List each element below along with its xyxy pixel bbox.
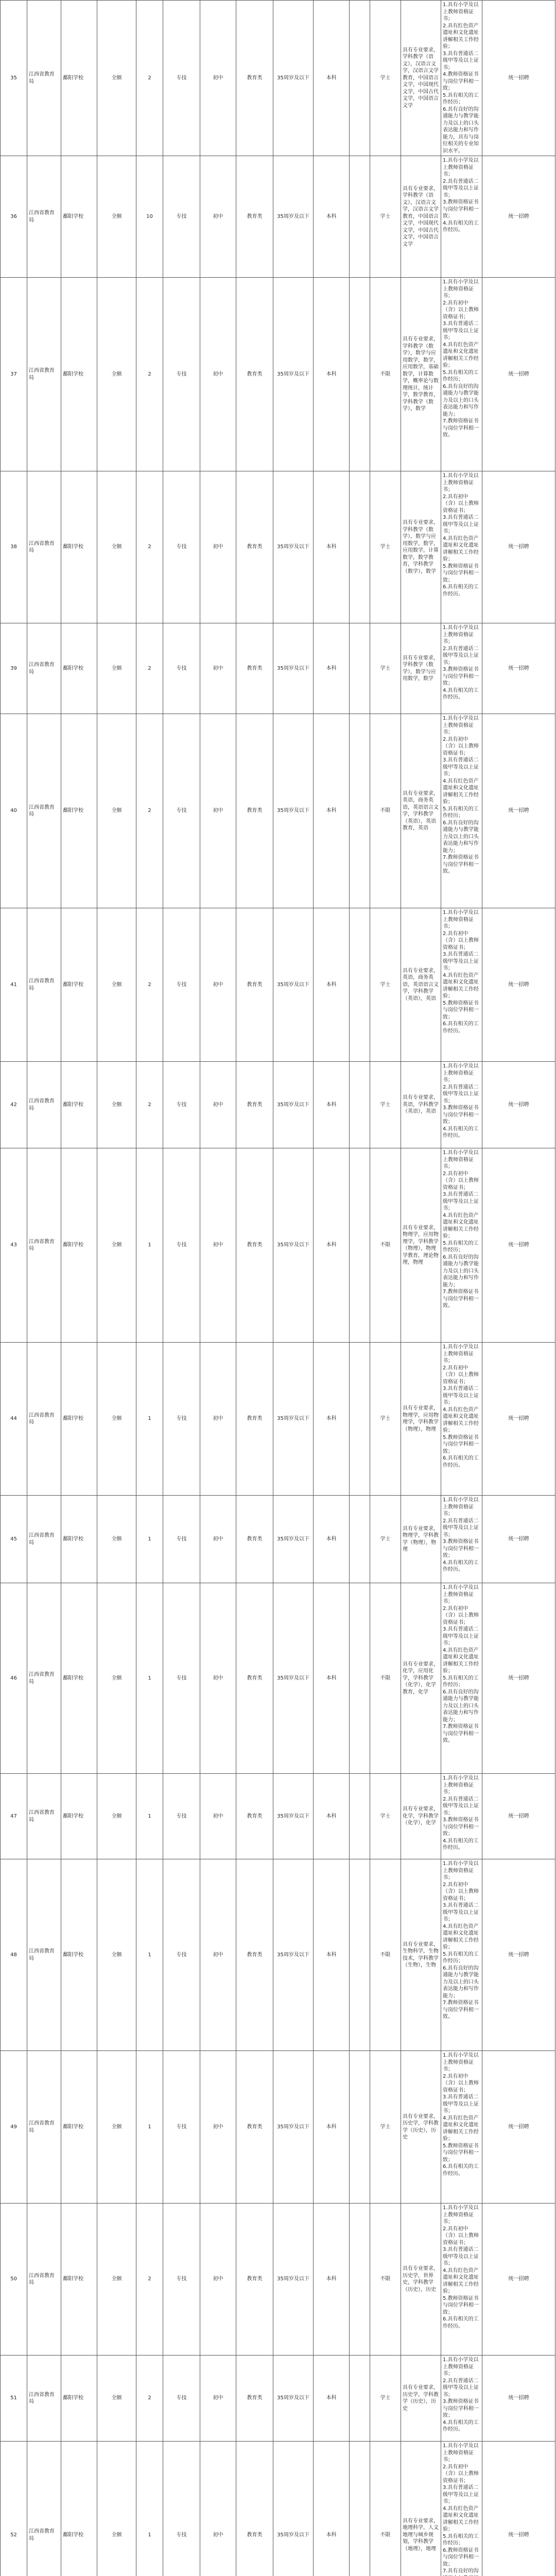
degree-cell: 学士 bbox=[370, 471, 401, 623]
major-requirement-cell: 具有专业要求，英语，商务英语，英语语言文学，学科教学（英语），英语 bbox=[401, 908, 441, 1062]
post-level-cell: 初中 bbox=[200, 714, 236, 908]
remark-cell: 统一招聘 bbox=[482, 1148, 555, 1343]
post-level-cell: 初中 bbox=[200, 2442, 236, 2576]
department-cell: 江西省教育局 bbox=[27, 1062, 61, 1148]
major-requirement-cell: 具有专业要求，历史学，学科教学（历史），历史 bbox=[401, 2051, 441, 2204]
headcount-cell: 2 bbox=[136, 908, 163, 1062]
education-cell: 本科 bbox=[314, 471, 350, 623]
school-cell: 鄱阳学校 bbox=[61, 1148, 97, 1343]
age-requirement-cell: 35周岁及以下 bbox=[273, 1062, 314, 1148]
degree-cell: 不限 bbox=[370, 278, 401, 471]
degree-cell: 不限 bbox=[370, 1148, 401, 1343]
department-cell: 江西省教育局 bbox=[27, 1496, 61, 1583]
age-requirement-cell: 35周岁及以下 bbox=[273, 278, 314, 471]
degree-cell: 不限 bbox=[370, 1583, 401, 1774]
category-cell: 教育类 bbox=[236, 1343, 273, 1496]
table-row bbox=[1, 471, 555, 623]
table-row bbox=[1, 714, 555, 908]
category-cell: 教育类 bbox=[236, 1062, 273, 1148]
school-cell: 鄱阳学校 bbox=[61, 1496, 97, 1583]
other-requirement-cell: 1.具有小学及以上教师资格证书； 2.具有初中（含）以上教师资格证书； 3.具有普通话二级甲等及以上证书； 4.具有红色资产遗址和文化遗址讲解相关工作经验； 5.教师资格证书与岗位学科相一致； 6.具有相关的工作经历。 bbox=[441, 908, 482, 1062]
row-number-cell: 52 bbox=[1, 2442, 27, 2576]
other-requirement-cell: 1.具有小学及以上教师资格证书； 2.具有初中（含）以上教师资格证书； 3.具有普通话二级甲等及以上证书； 4.具有红色资产遗址和文化遗址讲解相关工作经验； 5.具有相关的工作经历； 6.具有良好的沟通能力与教学能力及以上的口头表达能力和写作能力； 7.教师资格证书与岗位学科相一致。 bbox=[441, 714, 482, 908]
row-number-cell: 40 bbox=[1, 714, 27, 908]
funding-type-cell: 全额 bbox=[97, 156, 136, 278]
education-cell: 本科 bbox=[314, 1496, 350, 1583]
post-level-cell: 初中 bbox=[200, 1062, 236, 1148]
category-cell: 教育类 bbox=[236, 1148, 273, 1343]
remark-cell: 统一招聘 bbox=[482, 1859, 555, 2051]
category-cell: 教育类 bbox=[236, 714, 273, 908]
other-requirement-cell: 1.具有小学及以上教师资格证书； 2.具有初中（含）以上教师资格证书； 3.具有普通话二级甲等及以上证书； 4.具有红色资产遗址和文化遗址讲解相关工作经验； 5.教师资格证书与岗位学科相一致； 6.具有相关的工作经历。 bbox=[441, 1343, 482, 1496]
department-cell: 江西省教育局 bbox=[27, 2442, 61, 2576]
age-requirement-cell: 35周岁及以下 bbox=[273, 1496, 314, 1583]
spacer-cell bbox=[350, 623, 370, 714]
headcount-cell: 1 bbox=[136, 1343, 163, 1496]
remark-cell: 统一招聘 bbox=[482, 278, 555, 471]
other-requirement-cell: 1.具有小学及以上教师资格证书； 2.具有初中（含）以上教师资格证书； 3.具有普通话二级甲等及以上证书； 4.具有红色资产遗址和文化遗址讲解相关工作经验； 5.具有相关的工作经历； 6.具有良好的沟通能力与教学能力及以上的口头表达能力和写作能力； 7.教师资格证书与岗位学科相一致。 bbox=[441, 1148, 482, 1343]
post-type-cell: 专技 bbox=[163, 156, 200, 278]
spacer-cell bbox=[350, 1583, 370, 1774]
other-requirement-cell: 1.具有小学及以上教师资格证书； 2.具有初中（含）以上教师资格证书； 3.具有普通话二级甲等及以上证书； 4.具有红色资产遗址和文化遗址讲解相关工作经验； 5.教师资格证书与岗位学科相一致； 6.具有相关的工作经历。 bbox=[441, 471, 482, 623]
spacer-cell bbox=[350, 714, 370, 908]
funding-type-cell: 全额 bbox=[97, 714, 136, 908]
headcount-cell: 2 bbox=[136, 471, 163, 623]
other-requirement-cell: 1.具有小学及以上教师资格证书； 2.具有初中（含）以上教师资格证书； 3.具有普通话二级甲等及以上证书； 4.具有红色资产遗址和文化遗址讲解相关工作经验； 5.教师资格证书与岗位学科相一致； 6.具有相关的工作经历。 bbox=[441, 2204, 482, 2355]
spacer-cell bbox=[350, 2204, 370, 2355]
headcount-cell: 1 bbox=[136, 1859, 163, 2051]
age-requirement-cell: 35周岁及以下 bbox=[273, 1583, 314, 1774]
school-cell: 鄱阳学校 bbox=[61, 1343, 97, 1496]
headcount-cell: 2 bbox=[136, 2355, 163, 2442]
table-row bbox=[1, 908, 555, 1062]
post-level-cell: 初中 bbox=[200, 1496, 236, 1583]
headcount-cell: 2 bbox=[136, 1, 163, 156]
department-cell: 江西省教育局 bbox=[27, 1148, 61, 1343]
post-level-cell: 初中 bbox=[200, 1859, 236, 2051]
table-row bbox=[1, 623, 555, 714]
category-cell: 教育类 bbox=[236, 156, 273, 278]
spacer-cell bbox=[350, 2355, 370, 2442]
school-cell: 鄱阳学校 bbox=[61, 623, 97, 714]
post-level-cell: 初中 bbox=[200, 623, 236, 714]
headcount-cell: 1 bbox=[136, 1583, 163, 1774]
row-number-cell: 47 bbox=[1, 1774, 27, 1859]
remark-cell: 统一招聘 bbox=[482, 1496, 555, 1583]
post-level-cell: 初中 bbox=[200, 2355, 236, 2442]
other-requirement-cell: 1.具有小学及以上教师资格证书； 2.具有普通话二级甲等及以上证书； 3.教师资格证书与岗位学科相一致； 4.具有相关的工作经历。 bbox=[441, 156, 482, 278]
funding-type-cell: 全额 bbox=[97, 2442, 136, 2576]
age-requirement-cell: 35周岁及以下 bbox=[273, 2204, 314, 2355]
post-type-cell: 专技 bbox=[163, 1343, 200, 1496]
department-cell: 江西省教育局 bbox=[27, 471, 61, 623]
category-cell: 教育类 bbox=[236, 2355, 273, 2442]
post-level-cell: 初中 bbox=[200, 1343, 236, 1496]
row-number-cell: 43 bbox=[1, 1148, 27, 1343]
department-cell: 江西省教育局 bbox=[27, 278, 61, 471]
major-requirement-cell: 具有专业要求，化学，应用化学，学科教学（化学），化学教育，化学 bbox=[401, 1583, 441, 1774]
education-cell: 本科 bbox=[314, 2355, 350, 2442]
table-row bbox=[1, 2204, 555, 2355]
headcount-cell: 2 bbox=[136, 2204, 163, 2355]
other-requirement-cell: 1.具有小学及以上教师资格证书； 2.具有普通话二级甲等及以上证书； 3.教师资格证书与岗位学科相一致； 4.具有相关的工作经历。 bbox=[441, 623, 482, 714]
school-cell: 鄱阳学校 bbox=[61, 2355, 97, 2442]
remark-cell: 统一招聘 bbox=[482, 1062, 555, 1148]
education-cell: 本科 bbox=[314, 156, 350, 278]
major-requirement-cell: 具有专业要求，学科教学（数学），数学与应用数学，数学 bbox=[401, 623, 441, 714]
degree-cell: 学士 bbox=[370, 908, 401, 1062]
major-requirement-cell: 具有专业要求，英语，学科教学（英语），英语 bbox=[401, 1062, 441, 1148]
post-type-cell: 专技 bbox=[163, 1583, 200, 1774]
funding-type-cell: 全额 bbox=[97, 2355, 136, 2442]
department-cell: 江西省教育局 bbox=[27, 714, 61, 908]
category-cell: 教育类 bbox=[236, 1583, 273, 1774]
spacer-cell bbox=[350, 1343, 370, 1496]
post-type-cell: 专技 bbox=[163, 2355, 200, 2442]
education-cell: 本科 bbox=[314, 1062, 350, 1148]
headcount-cell: 2 bbox=[136, 278, 163, 471]
age-requirement-cell: 35周岁及以下 bbox=[273, 156, 314, 278]
spacer-cell bbox=[350, 278, 370, 471]
row-number-cell: 51 bbox=[1, 2355, 27, 2442]
degree-cell: 学士 bbox=[370, 1774, 401, 1859]
headcount-cell: 1 bbox=[136, 1148, 163, 1343]
funding-type-cell: 全额 bbox=[97, 623, 136, 714]
post-level-cell: 初中 bbox=[200, 1, 236, 156]
spacer-cell bbox=[350, 2051, 370, 2204]
post-type-cell: 专技 bbox=[163, 2051, 200, 2204]
spacer-cell bbox=[350, 471, 370, 623]
remark-cell: 统一招聘 bbox=[482, 908, 555, 1062]
department-cell: 江西省教育局 bbox=[27, 1583, 61, 1774]
table-body bbox=[1, 1, 555, 2576]
age-requirement-cell: 35周岁及以下 bbox=[273, 714, 314, 908]
major-requirement-cell: 具有专业要求，历史学，世界史，学科教学（历史），历史 bbox=[401, 2204, 441, 2355]
headcount-cell: 1 bbox=[136, 1496, 163, 1583]
education-cell: 本科 bbox=[314, 1343, 350, 1496]
table-row bbox=[1, 1583, 555, 1774]
funding-type-cell: 全额 bbox=[97, 1774, 136, 1859]
school-cell: 鄱阳学校 bbox=[61, 908, 97, 1062]
other-requirement-cell: 1.具有小学及以上教师资格证书； 2.具有普通话二级甲等及以上证书； 3.教师资格证书与岗位学科相一致； 4.具有相关的工作经历。 bbox=[441, 1496, 482, 1583]
funding-type-cell: 全额 bbox=[97, 1496, 136, 1583]
age-requirement-cell: 35周岁及以下 bbox=[273, 2355, 314, 2442]
post-type-cell: 专技 bbox=[163, 908, 200, 1062]
row-number-cell: 36 bbox=[1, 156, 27, 278]
education-cell: 本科 bbox=[314, 623, 350, 714]
education-cell: 本科 bbox=[314, 714, 350, 908]
remark-cell: 统一招聘 bbox=[482, 471, 555, 623]
other-requirement-cell: 1.具有小学及以上教师资格证书； 2.具有初中（含）以上教师资格证书； 3.具有普通话二级甲等及以上证书； 4.具有红色资产遗址和文化遗址讲解相关工作经验； 5.具有相关的工作经历； 6.教师资格证书与岗位学科相一致； 7.具有良好的沟 bbox=[441, 2442, 482, 2576]
table-row bbox=[1, 1859, 555, 2051]
education-cell: 本科 bbox=[314, 1583, 350, 1774]
major-requirement-cell: 具有专业要求，物理学，应用物理学，学科教学（物理），物理 bbox=[401, 1343, 441, 1496]
funding-type-cell: 全额 bbox=[97, 2204, 136, 2355]
age-requirement-cell: 35周岁及以下 bbox=[273, 2051, 314, 2204]
post-type-cell: 专技 bbox=[163, 278, 200, 471]
spacer-cell bbox=[350, 1, 370, 156]
remark-cell: 统一招聘 bbox=[482, 2442, 555, 2576]
education-cell: 本科 bbox=[314, 2204, 350, 2355]
school-cell: 鄱阳学校 bbox=[61, 2204, 97, 2355]
category-cell: 教育类 bbox=[236, 1859, 273, 2051]
post-type-cell: 专技 bbox=[163, 1062, 200, 1148]
post-type-cell: 专技 bbox=[163, 1859, 200, 2051]
funding-type-cell: 全额 bbox=[97, 1343, 136, 1496]
post-type-cell: 专技 bbox=[163, 1148, 200, 1343]
post-level-cell: 初中 bbox=[200, 1148, 236, 1343]
post-level-cell: 初中 bbox=[200, 471, 236, 623]
other-requirement-cell: 1.具有小学及以上教师资格证书； 2.具有普通话二级甲等及以上证书； 3.教师资格证书与岗位学科相一致； 4.具有相关的工作经历。 bbox=[441, 2355, 482, 2442]
remark-cell: 统一招聘 bbox=[482, 1583, 555, 1774]
degree-cell: 不限 bbox=[370, 1859, 401, 2051]
major-requirement-cell: 具有专业要求，物理学，学科教学（物理），物理 bbox=[401, 1496, 441, 1583]
post-type-cell: 专技 bbox=[163, 2204, 200, 2355]
school-cell: 鄱阳学校 bbox=[61, 471, 97, 623]
other-requirement-cell: 1.具有小学及以上教师资格证书； 2.具有初中（含）以上教师资格证书； 3.具有普通话二级甲等及以上证书； 4.具有红色资产遗址和文化遗址讲解相关工作经验； 5.教师资格证书与岗位学科相一致； 6.具有相关的工作经历。 bbox=[441, 2051, 482, 2204]
age-requirement-cell: 35周岁及以下 bbox=[273, 1343, 314, 1496]
degree-cell: 学士 bbox=[370, 1062, 401, 1148]
headcount-cell: 2 bbox=[136, 714, 163, 908]
table-row bbox=[1, 2051, 555, 2204]
major-requirement-cell: 具有专业要求，学科教学（数学），数学与应用数学，数学，应用数学，计算数学，数学教育，学科教学（数学），数学 bbox=[401, 471, 441, 623]
post-level-cell: 初中 bbox=[200, 1774, 236, 1859]
other-requirement-cell: 1.具有小学及以上教师资格证书； 2.具有初中（含）以上教师资格证书； 3.具有普通话二级甲等及以上证书； 4.具有红色资产遗址和文化遗址讲解相关工作经验； 5.具有相关的工作经历； 6.具有良好的沟通能力与教学能力及以上的口头表达能力和写作能力； 7.教师资格证书与岗位学科相一致。 bbox=[441, 1583, 482, 1774]
row-number-cell: 35 bbox=[1, 1, 27, 156]
major-requirement-cell: 具有专业要求，地理科学，人文地理与城乡规划，学科教学（地理），地理 bbox=[401, 2442, 441, 2576]
post-level-cell: 初中 bbox=[200, 2204, 236, 2355]
school-cell: 鄱阳学校 bbox=[61, 714, 97, 908]
table-row bbox=[1, 2442, 555, 2576]
spacer-cell bbox=[350, 156, 370, 278]
row-number-cell: 45 bbox=[1, 1496, 27, 1583]
school-cell: 鄱阳学校 bbox=[61, 1774, 97, 1859]
major-requirement-cell: 具有专业要求，英语，商务英语，英语语言文学，学科教学（英语），英语教育，英语 bbox=[401, 714, 441, 908]
school-cell: 鄱阳学校 bbox=[61, 2051, 97, 2204]
table-row bbox=[1, 156, 555, 278]
post-level-cell: 初中 bbox=[200, 1583, 236, 1774]
post-level-cell: 初中 bbox=[200, 278, 236, 471]
department-cell: 江西省教育局 bbox=[27, 1, 61, 156]
post-type-cell: 专技 bbox=[163, 714, 200, 908]
remark-cell: 统一招聘 bbox=[482, 714, 555, 908]
major-requirement-cell: 具有专业要求，历史学，学科教学（历史），历史 bbox=[401, 2355, 441, 2442]
school-cell: 鄱阳学校 bbox=[61, 1062, 97, 1148]
major-requirement-cell: 具有专业要求，学科教学（语文），汉语言文学，汉语言文学教育，中国语言文学，中国现代文学，中国古代文学，中国语言文学 bbox=[401, 156, 441, 278]
age-requirement-cell: 35周岁及以下 bbox=[273, 1774, 314, 1859]
remark-cell: 统一招聘 bbox=[482, 2355, 555, 2442]
table-row bbox=[1, 1774, 555, 1859]
age-requirement-cell: 35周岁及以下 bbox=[273, 1148, 314, 1343]
table-row bbox=[1, 1343, 555, 1496]
post-type-cell: 专技 bbox=[163, 2442, 200, 2576]
post-level-cell: 初中 bbox=[200, 2051, 236, 2204]
remark-cell: 统一招聘 bbox=[482, 1, 555, 156]
category-cell: 教育类 bbox=[236, 1, 273, 156]
funding-type-cell: 全额 bbox=[97, 1148, 136, 1343]
department-cell: 江西省教育局 bbox=[27, 1774, 61, 1859]
post-type-cell: 专技 bbox=[163, 1496, 200, 1583]
category-cell: 教育类 bbox=[236, 908, 273, 1062]
post-type-cell: 专技 bbox=[163, 623, 200, 714]
funding-type-cell: 全额 bbox=[97, 471, 136, 623]
other-requirement-cell: 1.具有小学及以上教师资格证书； 2.具有初中（含）以上教师资格证书； 3.具有普通话二级甲等及以上证书； 4.具有红色资产遗址和文化遗址讲解相关工作经验； 5.具有相关的工作经历； 6.具有良好的沟通能力与教学能力及以上的口头表达能力和写作能力； 7.教师资格证书与岗位学科相一致。 bbox=[441, 1859, 482, 2051]
table-row bbox=[1, 1496, 555, 1583]
age-requirement-cell: 35周岁及以下 bbox=[273, 623, 314, 714]
age-requirement-cell: 35周岁及以下 bbox=[273, 1, 314, 156]
remark-cell: 统一招聘 bbox=[482, 156, 555, 278]
education-cell: 本科 bbox=[314, 2442, 350, 2576]
category-cell: 教育类 bbox=[236, 2051, 273, 2204]
department-cell: 江西省教育局 bbox=[27, 2051, 61, 2204]
degree-cell: 学士 bbox=[370, 1496, 401, 1583]
spacer-cell bbox=[350, 1062, 370, 1148]
department-cell: 江西省教育局 bbox=[27, 156, 61, 278]
school-cell: 鄱阳学校 bbox=[61, 1859, 97, 2051]
funding-type-cell: 全额 bbox=[97, 1859, 136, 2051]
remark-cell: 统一招聘 bbox=[482, 623, 555, 714]
table-row bbox=[1, 1148, 555, 1343]
other-requirement-cell: 1.具有小学及以上教师资格证书； 2.具有红色资产遗址和文化遗址讲解相关工作经验； 3.具有普通话二级甲等及以上证书； 4.教师资格证书与岗位学科相一致； 5.具有相关的工作经历； 6.具有良好的沟通能力与教学能力及以上的口头表达能力和写作能力，具有与岗位相关的专业知识水平。 bbox=[441, 1, 482, 156]
row-number-cell: 50 bbox=[1, 2204, 27, 2355]
major-requirement-cell: 具有专业要求，化学，学科教学（化学），化学 bbox=[401, 1774, 441, 1859]
degree-cell: 不限 bbox=[370, 2204, 401, 2355]
age-requirement-cell: 35周岁及以下 bbox=[273, 471, 314, 623]
table-row bbox=[1, 1062, 555, 1148]
age-requirement-cell: 35周岁及以下 bbox=[273, 1859, 314, 2051]
category-cell: 教育类 bbox=[236, 278, 273, 471]
degree-cell: 不限 bbox=[370, 714, 401, 908]
school-cell: 鄱阳学校 bbox=[61, 278, 97, 471]
headcount-cell: 10 bbox=[136, 156, 163, 278]
remark-cell: 统一招聘 bbox=[482, 2204, 555, 2355]
degree-cell: 学士 bbox=[370, 1343, 401, 1496]
row-number-cell: 48 bbox=[1, 1859, 27, 2051]
school-cell: 鄱阳学校 bbox=[61, 156, 97, 278]
major-requirement-cell: 具有专业要求，学科教学（语文），汉语言文学，汉语言文学教育，中国语言文学，中国现代文学，中国古代文学，中国语言文学 bbox=[401, 1, 441, 156]
degree-cell: 学士 bbox=[370, 156, 401, 278]
headcount-cell: 1 bbox=[136, 2051, 163, 2204]
education-cell: 本科 bbox=[314, 1148, 350, 1343]
funding-type-cell: 全额 bbox=[97, 1062, 136, 1148]
headcount-cell: 1 bbox=[136, 2442, 163, 2576]
post-level-cell: 初中 bbox=[200, 156, 236, 278]
degree-cell: 学士 bbox=[370, 623, 401, 714]
spacer-cell bbox=[350, 1148, 370, 1343]
category-cell: 教育类 bbox=[236, 2204, 273, 2355]
education-cell: 本科 bbox=[314, 278, 350, 471]
category-cell: 教育类 bbox=[236, 1774, 273, 1859]
row-number-cell: 49 bbox=[1, 2051, 27, 2204]
department-cell: 江西省教育局 bbox=[27, 908, 61, 1062]
school-cell: 鄱阳学校 bbox=[61, 1583, 97, 1774]
table-row bbox=[1, 278, 555, 471]
education-cell: 本科 bbox=[314, 908, 350, 1062]
headcount-cell: 1 bbox=[136, 1774, 163, 1859]
age-requirement-cell: 35周岁及以下 bbox=[273, 2442, 314, 2576]
spacer-cell bbox=[350, 2442, 370, 2576]
headcount-cell: 2 bbox=[136, 1062, 163, 1148]
education-cell: 本科 bbox=[314, 1, 350, 156]
degree-cell: 学士 bbox=[370, 1, 401, 156]
spacer-cell bbox=[350, 1774, 370, 1859]
category-cell: 教育类 bbox=[236, 2442, 273, 2576]
row-number-cell: 38 bbox=[1, 471, 27, 623]
degree-cell: 学士 bbox=[370, 2051, 401, 2204]
row-number-cell: 41 bbox=[1, 908, 27, 1062]
category-cell: 教育类 bbox=[236, 623, 273, 714]
category-cell: 教育类 bbox=[236, 1496, 273, 1583]
department-cell: 江西省教育局 bbox=[27, 1859, 61, 2051]
post-type-cell: 专技 bbox=[163, 471, 200, 623]
row-number-cell: 42 bbox=[1, 1062, 27, 1148]
education-cell: 本科 bbox=[314, 1859, 350, 2051]
spacer-cell bbox=[350, 1496, 370, 1583]
post-type-cell: 专技 bbox=[163, 1774, 200, 1859]
major-requirement-cell: 具有专业要求，学科教学（数学），数学与应用数学，数学，应用数学，基础数学，计算数学，概率论与数理统计，统计学，数学教育，学科教学（数学），数学 bbox=[401, 278, 441, 471]
row-number-cell: 44 bbox=[1, 1343, 27, 1496]
funding-type-cell: 全额 bbox=[97, 1, 136, 156]
funding-type-cell: 全额 bbox=[97, 1583, 136, 1774]
funding-type-cell: 全额 bbox=[97, 908, 136, 1062]
other-requirement-cell: 1.具有小学及以上教师资格证书； 2.具有初中（含）以上教师资格证书； 3.具有普通话二级甲等及以上证书； 4.具有红色资产遗址和文化遗址讲解相关工作经验； 5.具有相关的工作经历； 6.具有良好的沟通能力与教学能力及以上的口头表达能力和写作能力； 7.教师资格证书与岗位学科相一致。 bbox=[441, 278, 482, 471]
row-number-cell: 37 bbox=[1, 278, 27, 471]
headcount-cell: 2 bbox=[136, 623, 163, 714]
remark-cell: 统一招聘 bbox=[482, 1343, 555, 1496]
spacer-cell bbox=[350, 908, 370, 1062]
post-type-cell: 专技 bbox=[163, 1, 200, 156]
education-cell: 本科 bbox=[314, 1774, 350, 1859]
age-requirement-cell: 35周岁及以下 bbox=[273, 908, 314, 1062]
remark-cell: 统一招聘 bbox=[482, 2051, 555, 2204]
funding-type-cell: 全额 bbox=[97, 2051, 136, 2204]
degree-cell: 学士 bbox=[370, 2355, 401, 2442]
row-number-cell: 39 bbox=[1, 623, 27, 714]
row-number-cell: 46 bbox=[1, 1583, 27, 1774]
department-cell: 江西省教育局 bbox=[27, 2355, 61, 2442]
school-cell: 鄱阳学校 bbox=[61, 2442, 97, 2576]
table-row bbox=[1, 1, 555, 156]
table-row bbox=[1, 2355, 555, 2442]
school-cell: 鄱阳学校 bbox=[61, 1, 97, 156]
post-level-cell: 初中 bbox=[200, 908, 236, 1062]
major-requirement-cell: 具有专业要求，生物科学，生物技术，学科教学（生物），生物 bbox=[401, 1859, 441, 2051]
other-requirement-cell: 1.具有小学及以上教师资格证书； 2.具有普通话二级甲等及以上证书； 3.教师资格证书与岗位学科相一致； 4.具有相关的工作经历。 bbox=[441, 1062, 482, 1148]
funding-type-cell: 全额 bbox=[97, 278, 136, 471]
department-cell: 江西省教育局 bbox=[27, 1343, 61, 1496]
remark-cell: 统一招聘 bbox=[482, 1774, 555, 1859]
education-cell: 本科 bbox=[314, 2051, 350, 2204]
department-cell: 江西省教育局 bbox=[27, 623, 61, 714]
category-cell: 教育类 bbox=[236, 471, 273, 623]
major-requirement-cell: 具有专业要求，物理学，应用物理学，学科教学（物理），物理学教育，理论物理，物理 bbox=[401, 1148, 441, 1343]
degree-cell: 不限 bbox=[370, 2442, 401, 2576]
other-requirement-cell: 1.具有小学及以上教师资格证书； 2.具有普通话二级甲等及以上证书； 3.教师资格证书与岗位学科相一致； 4.具有相关的工作经历。 bbox=[441, 1774, 482, 1859]
department-cell: 江西省教育局 bbox=[27, 2204, 61, 2355]
spacer-cell bbox=[350, 1859, 370, 2051]
